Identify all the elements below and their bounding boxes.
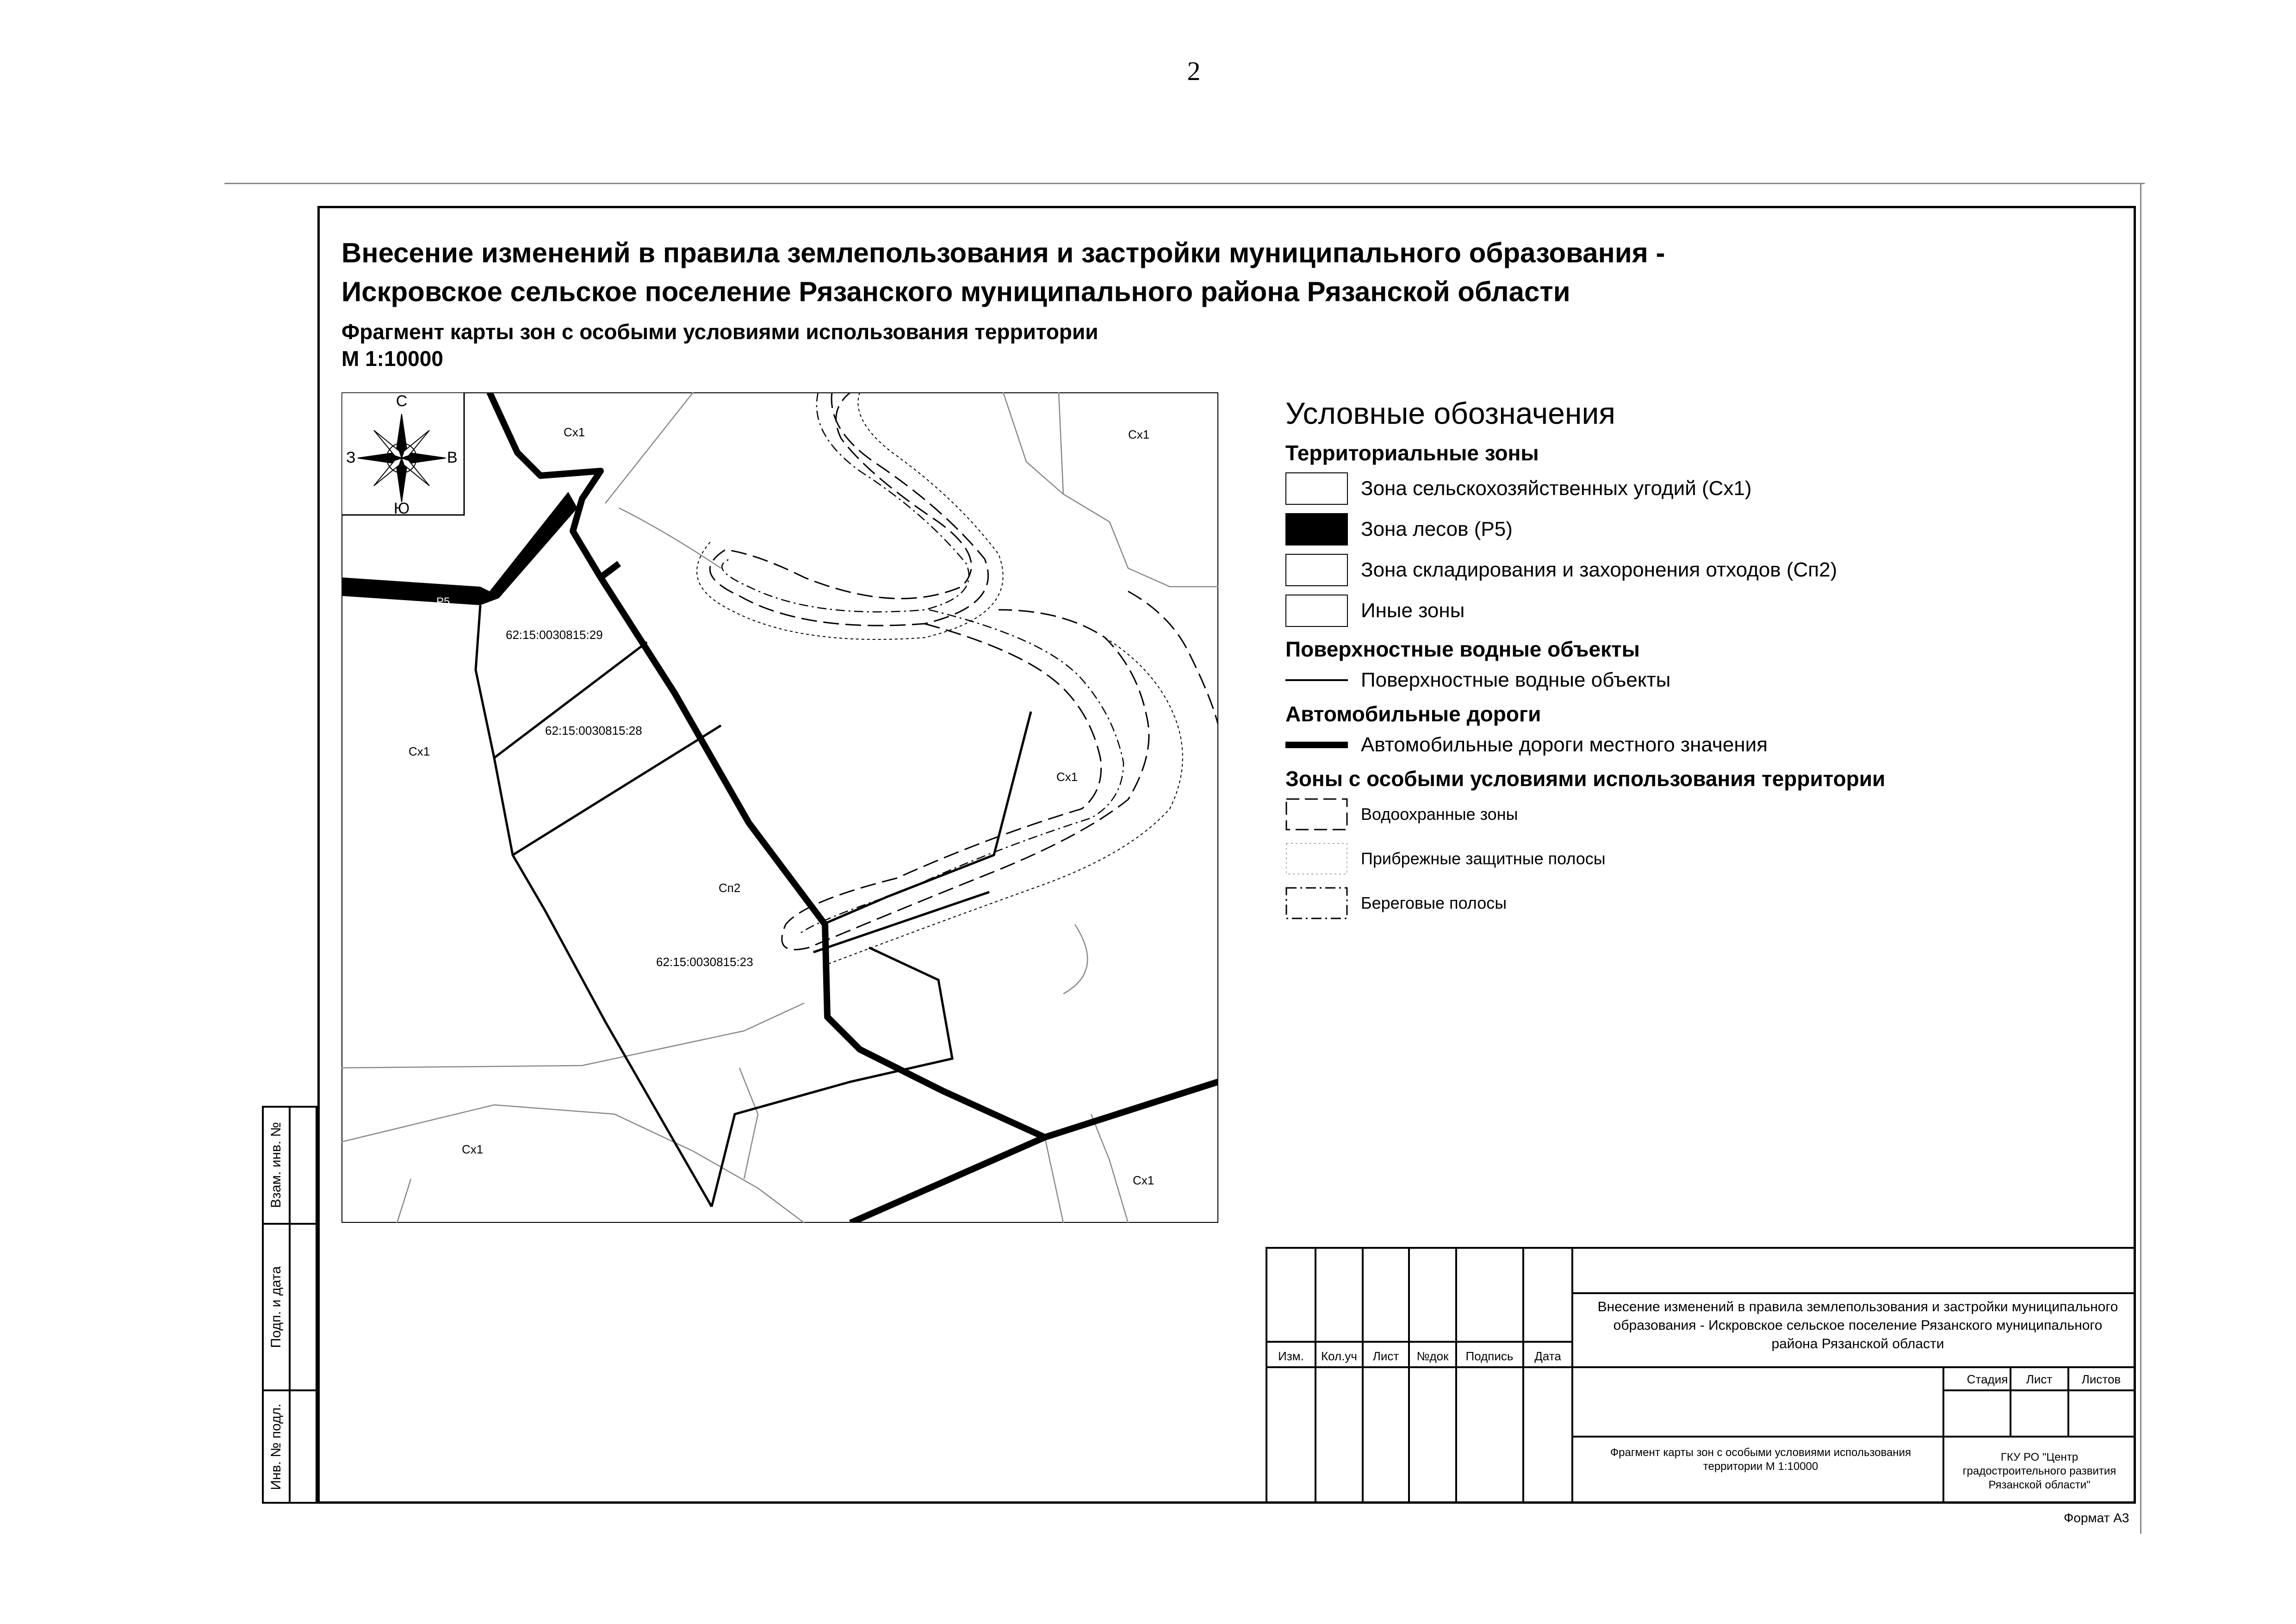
- legend-water-header: Поверхностные водные объекты: [1285, 637, 1640, 661]
- legend-label-shore-strip: Береговые полосы: [1361, 893, 1507, 912]
- page-number: 2: [1187, 56, 1201, 86]
- side-approval-table: [262, 1106, 317, 1504]
- legend-territorial-header: Территориальные зоны: [1285, 441, 1539, 465]
- compass-north-label: С: [396, 392, 408, 410]
- legend-label-cp2: Зона складирования и захоронения отходов (Сп2): [1361, 558, 1837, 581]
- stamp-doc-title: Внесение изменений в правила землепользования и застройки муниципального образования - Искровское сельское поселение Рязанского муниципального района Рязанской области: [1597, 1299, 2118, 1351]
- map-border: [341, 392, 1218, 1223]
- parcel-label-29: 62:15:0030815:29: [506, 628, 603, 642]
- legend-label-coastal-strip: Прибрежные защитные полосы: [1361, 849, 1606, 868]
- stamp-sheet-title: Фрагмент карты зон с особыми условиями использования территории М 1:10000: [1610, 1446, 1911, 1473]
- legend-swatch-water-protection: [1285, 798, 1348, 831]
- subtitle-line-2: М 1:10000: [341, 347, 443, 371]
- map-subtitle: [341, 318, 1545, 372]
- legend-swatch-cx1: [1285, 472, 1348, 505]
- side-label-orig-inv: Инв. № подл.: [268, 1403, 284, 1490]
- document-title: [341, 234, 1868, 311]
- zone-label-cx1-top-right: Сх1: [1128, 428, 1150, 441]
- title-line-1: Внесение изменений в правила землепользования и застройки муниципального образования -: [341, 237, 1665, 268]
- legend-label-cx1: Зона сельскохозяйственных угодий (Сх1): [1361, 477, 1752, 500]
- legend-swatch-p5: [1285, 513, 1348, 545]
- legend-item-cx1: [1285, 472, 2026, 505]
- side-label-sign-date: Подп. и дата: [268, 1266, 284, 1348]
- legend-item-water: [1285, 669, 2026, 692]
- legend-label-other: Иные зоны: [1361, 599, 1465, 622]
- stamp-col-sign: Подпись: [1465, 1349, 1514, 1363]
- parcel-label-23: 62:15:0030815:23: [656, 955, 753, 969]
- stamp-col-doc: №док: [1416, 1349, 1449, 1363]
- legend-roads-header: Автомобильные дороги: [1285, 702, 1541, 726]
- legend-label-road: Автомобильные дороги местного значения: [1361, 733, 1768, 756]
- legend-swatch-water: [1285, 679, 1348, 681]
- legend-swatch-cp2: [1285, 554, 1348, 586]
- sheet-right-border: [2140, 183, 2141, 1534]
- legend-item-other: [1285, 595, 2026, 627]
- legend-label-water-protection: Водоохранные зоны: [1361, 805, 1518, 824]
- legend-item-shore-strip: [1285, 887, 2026, 919]
- legend-label-p5: Зона лесов (Р5): [1361, 518, 1513, 540]
- title-block: [1266, 1247, 2135, 1504]
- legend-swatch-coastal-strip: [1285, 843, 1348, 875]
- legend: [1285, 396, 2026, 928]
- stamp-col-izm: Изм.: [1278, 1349, 1304, 1363]
- zone-label-cx1-bottom-right: Сх1: [1133, 1173, 1154, 1187]
- legend-item-water-protection: [1285, 798, 2026, 831]
- zone-map: [341, 392, 1218, 1223]
- zone-label-cp2: Сп2: [719, 881, 741, 895]
- legend-swatch-shore-strip: [1285, 887, 1348, 919]
- legend-special-header: Зоны с особыми условиями использования территории: [1285, 767, 1886, 791]
- side-label-replace-inv: Взам. инв. №: [268, 1122, 284, 1208]
- zone-label-cx1-left: Сх1: [409, 744, 430, 758]
- zone-label-cx1-bottom-left: Сх1: [462, 1142, 484, 1156]
- stamp-col-date: Дата: [1534, 1349, 1561, 1363]
- legend-item-road: [1285, 733, 2026, 756]
- stamp-sheets-header: Листов: [2081, 1372, 2121, 1386]
- stamp-org: ГКУ РО "Центр градостроительного развития Рязанской области": [1962, 1451, 2116, 1491]
- compass-east-label: В: [447, 449, 458, 466]
- legend-title: Условные обозначения: [1285, 396, 1616, 430]
- zone-label-cx1-mid-right: Сх1: [1056, 770, 1078, 784]
- compass-south-label: Ю: [393, 500, 410, 517]
- title-line-2: Искровское сельское поселение Рязанского муниципального района Рязанской области: [341, 276, 1570, 307]
- legend-item-coastal-strip: [1285, 843, 2026, 875]
- sheet-top-border: [224, 183, 2145, 184]
- legend-label-water: Поверхностные водные объекты: [1361, 669, 1671, 691]
- compass-rose: [341, 392, 464, 517]
- parcel-label-28: 62:15:0030815:28: [545, 724, 642, 738]
- legend-item-p5: [1285, 513, 2026, 545]
- stamp-sheet-header: Лист: [2026, 1372, 2053, 1386]
- stamp-stage-header: Стадия: [1967, 1372, 2008, 1386]
- compass-west-label: З: [346, 449, 356, 466]
- subtitle-line-1: Фрагмент карты зон с особыми условиями использования территории: [341, 320, 1098, 344]
- legend-item-cp2: [1285, 554, 2026, 586]
- format-label: Формат А3: [2064, 1511, 2129, 1525]
- zone-label-cx1-top: Сх1: [564, 425, 585, 439]
- legend-swatch-road: [1285, 742, 1348, 748]
- zone-label-r5: Р5: [436, 595, 450, 608]
- stamp-col-kol: Кол.уч: [1321, 1349, 1357, 1363]
- legend-swatch-other: [1285, 595, 1348, 627]
- stamp-col-list: Лист: [1372, 1349, 1399, 1363]
